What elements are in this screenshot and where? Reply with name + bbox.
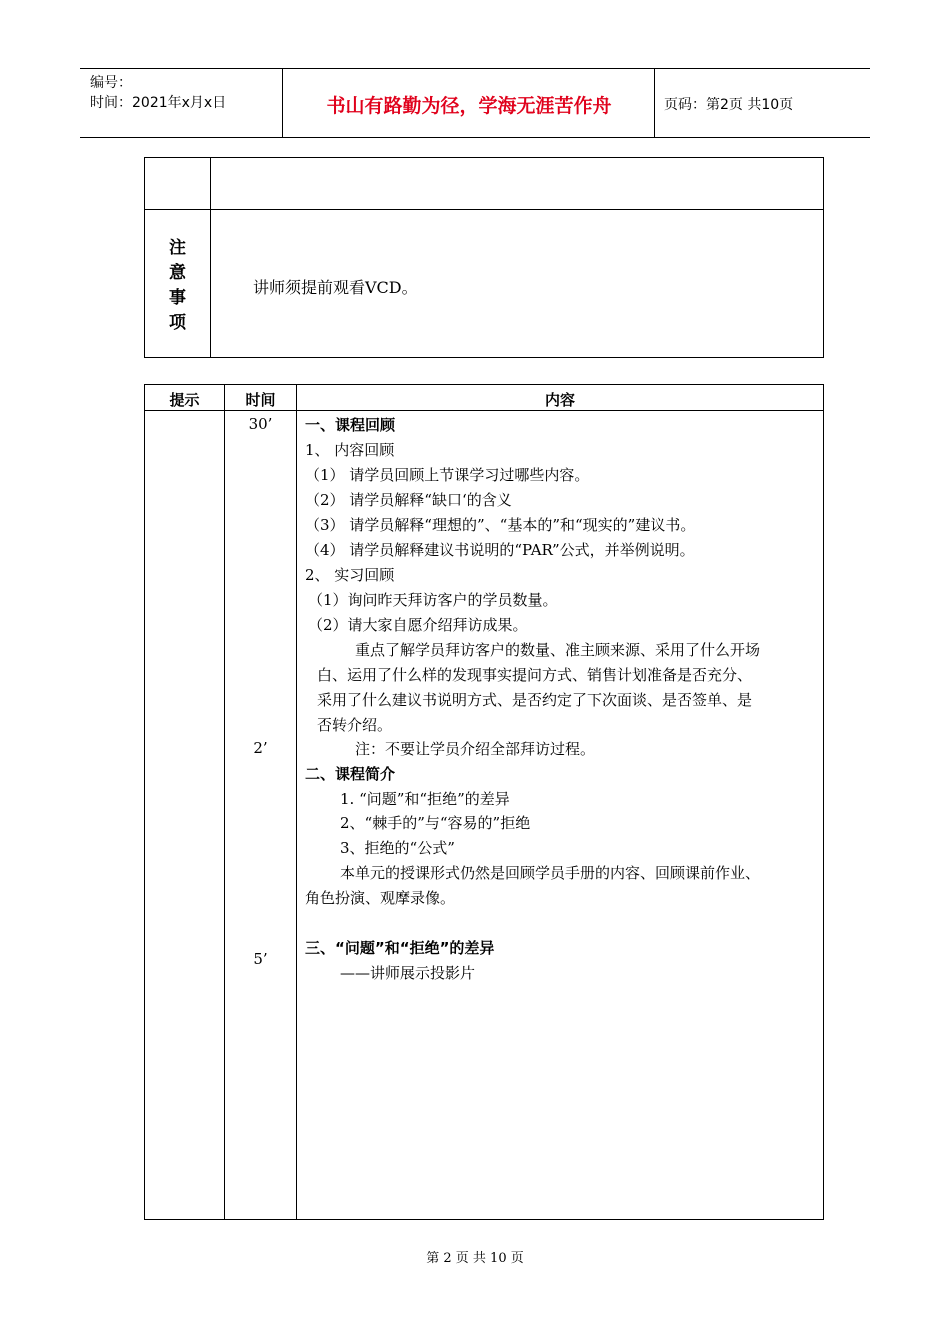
table-divider (145, 410, 823, 411)
table-divider (224, 385, 225, 1219)
time-line: 时间：2021年x月x日 (90, 95, 227, 111)
content-line: 角色扮演、观摩录像。 (305, 889, 456, 907)
section-heading: 三、“问题”和“拒绝”的差异 (305, 939, 495, 957)
header-meta (90, 73, 226, 113)
content-line: （4） 请学员解释建议书说明的“PAR”公式，并举例说明。 (305, 541, 695, 559)
notes-label-char: 项 (169, 313, 186, 333)
time-mark: 5’ (253, 950, 268, 968)
content-line: 1. “问题”和“拒绝”的差异 (340, 790, 510, 808)
content-line: （3） 请学员解释“理想的”、“基本的”和“现实的”建议书。 (305, 516, 696, 534)
header-divider (654, 69, 655, 137)
content-line: 2、 实习回顾 (305, 566, 395, 584)
lesson-table (144, 384, 824, 1220)
number-label: 编号： (90, 75, 132, 91)
table-divider (145, 209, 823, 210)
notes-label (145, 236, 210, 336)
content-line: 本单元的授课形式仍然是回顾学员手册的内容、回顾课前作业、 (340, 864, 761, 882)
content-line: （1） 请学员回顾上节课学习过哪些内容。 (305, 466, 590, 484)
content-line: 1、 内容回顾 (305, 441, 395, 459)
content-line: 注：不要让学员介绍全部拜访过程。 (355, 740, 596, 758)
content-line: ——讲师展示投影片 (340, 964, 476, 982)
time-mark: 2’ (253, 739, 268, 757)
content-line: 采用了什么建议书说明方式、是否约定了下次面谈、是否签单、是 (317, 691, 753, 709)
content-line: （2）请大家自愿介绍拜访成果。 (308, 616, 528, 634)
content-line: 否转介绍。 (317, 716, 393, 734)
page-footer: 第 2 页 共 10 页 (426, 1251, 524, 1266)
header-time: 时间 (245, 391, 276, 409)
header-motto: 书山有路勤为径，学海无涯苦作舟 (326, 95, 612, 117)
page-info: 页码：第2页 共10页 (664, 97, 794, 113)
content-line: 3、拒绝的“公式” (340, 839, 455, 857)
section-heading: 一、课程回顾 (305, 416, 396, 434)
notes-text: 讲师须提前观看VCD。 (253, 278, 418, 297)
content-line: （2） 请学员解释“缺口‘的含义 (305, 491, 512, 509)
page-header (80, 68, 870, 138)
time-mark: 30’ (248, 415, 273, 433)
content-line: （1）询问昨天拜访客户的学员数量。 (308, 591, 558, 609)
notes-table (144, 157, 824, 358)
notes-label-char: 事 (169, 288, 186, 308)
content-line: 白、运用了什么样的发现事实提问方式、销售计划准备是否充分、 (317, 666, 753, 684)
notes-label-char: 意 (169, 263, 186, 283)
header-content: 内容 (544, 391, 575, 409)
notes-label-char: 注 (169, 238, 186, 258)
header-hint: 提示 (169, 391, 200, 409)
content-line: 重点了解学员拜访客户的数量、准主顾来源、采用了什么开场 (355, 641, 761, 659)
table-divider (296, 385, 297, 1219)
table-divider (210, 158, 211, 357)
content-line: 2、“棘手的”与“容易的”拒绝 (340, 814, 531, 832)
section-heading: 二、课程简介 (305, 765, 396, 783)
